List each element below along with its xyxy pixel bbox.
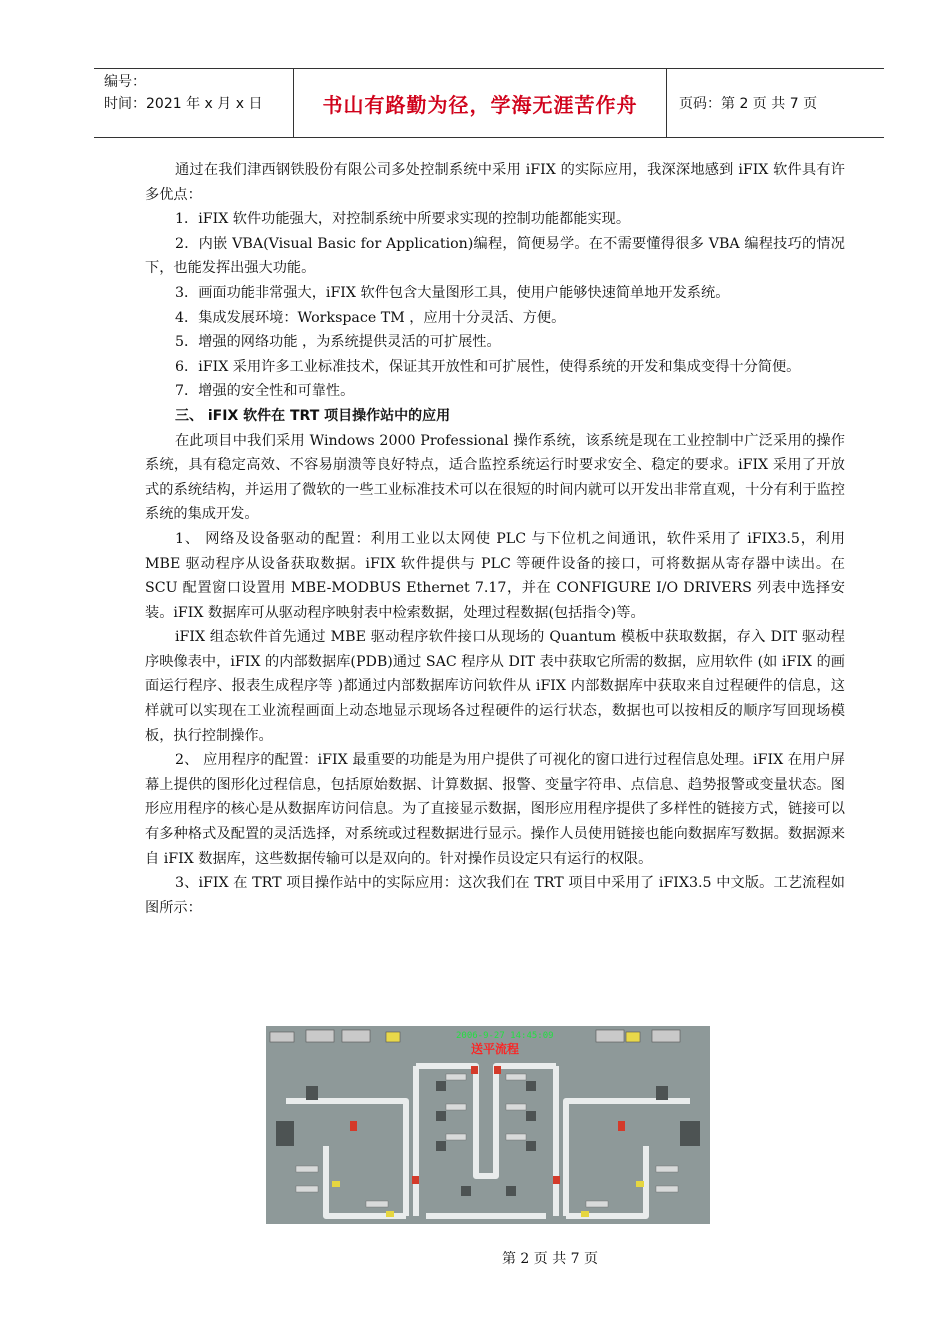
header-motto: 书山有路勤为径，学海无涯苦作舟 [294,69,667,137]
footer-page-number: 第 2 页 共 7 页 [501,1251,599,1267]
document-time: 时间：2021 年 x 月 x 日 [104,96,263,112]
list-item: 3．画面功能非常强大，iFIX 软件包含大量图形工具，使用户能够快速简单地开发系统。 [175,284,730,301]
list-item: 7．增强的安全性和可靠性。 [175,383,355,400]
paragraph: iFIX 组态软件首先通过 MBE 驱动程序软件接口从现场的 Quantum 模板中获取数据，存入 DIT 驱动程序映像表中，iFIX 的内部数据库(PDB)通过 SAC 程序从 DIT 表中获取它所需的数据，应用软件 (如 iFIX 的画面运行程序、报表生成程序等 )都通过内部数据库访问软件从 iFIX 内部数据库中获取来自过程硬件的信息，这样就可以实现在工业流程画面上动态地显示现场各过程硬件的运行状态，数据也可以按相反的顺序写回现场模板，执行控制操作。 [145,629,845,744]
header-page-number: 页码：第 2 页 共 7 页 [679,96,818,112]
header-meta [94,69,294,137]
list-item: 1．iFIX 软件功能强大，对控制系统中所要求实现的控制功能都能实现。 [175,211,631,228]
figure-title: 送平流程 [471,1042,520,1056]
paragraph: 2、 应用程序的配置：iFIX 最重要的功能是为用户提供了可视化的窗口进行过程信息处理。iFIX 在用户屏幕上提供的图形化过程信息，包括原始数据、计算数据、报警、变量字符串、点信息、趋势报警或变量状态。图形应用程序的核心是从数据库访问信息。为了直接显示数据，图形应用程序提供了多样性的链接方式，链接可以有多种格式及配置的灵活选择，对系统或过程数据进行显示。操作人员使用链接也能向数据库写数据。数据源来自 iFIX 数据库，这些数据传输可以是双向的。针对操作员设定只有运行的权限。 [145,752,845,867]
figure-timestamp: 2006-9-27 14:45:09 [456,1031,554,1041]
list-item: 6．iFIX 采用许多工业标准技术，保证其开放性和可扩展性，使得系统的开发和集成变得十分简便。 [175,358,801,375]
process-flow-diagram [266,1026,710,1224]
document-body [145,158,845,920]
document-header [94,68,884,138]
paragraph: 3、iFIX 在 TRT 项目操作站中的实际应用：这次我们在 TRT 项目中采用了 iFIX3.5 中文版。工艺流程如图所示： [145,875,845,916]
document-number-label: 编号： [104,74,146,90]
page-footer [0,1248,950,1268]
section-heading: 三、 iFIX 软件在 TRT 项目操作站中的应用 [175,407,451,424]
list-item: 5．增强的网络功能 ，为系统提供灵活的可扩展性。 [175,334,501,351]
paragraph: 通过在我们津西钢铁股份有限公司多处控制系统中采用 iFIX 的实际应用，我深深地感到 iFIX 软件具有许多优点： [145,162,845,203]
process-flow-figure [266,1026,710,1224]
list-item: 2．内嵌 VBA(Visual Basic for Application)编程，简便易学。在不需要懂得很多 VBA 编程技巧的情况下，也能发挥出强大功能。 [145,235,845,277]
paragraph: 在此项目中我们采用 Windows 2000 Professional 操作系统，该系统是现在工业控制中广泛采用的操作系统，具有稳定高效、不容易崩溃等良好特点，适合监控系统运行时要求安全、稳定的要求。iFIX 采用了开放式的系统结构，并运用了微软的一些工业标准技术可以在很短的时间内就可以开发出非常直观，十分有利于监控系统的集成开发。 [145,432,845,523]
paragraph: 1、 网络及设备驱动的配置：利用工业以太网使 PLC 与下位机之间通讯，软件采用了 iFIX3.5，利用 MBE 驱动程序从设备获取数据。iFIX 软件提供与 PLC 等硬件设备的接口，可将数据从寄存器中读出。在 SCU 配置窗口设置用 MBE-MODBUS Ethernet 7.17，并在 CONFIGURE I/O DRIVERS 列表中选择安装。iFIX 数据库可从驱动程序映射表中检索数据，处理过程数据(包括指令)等。 [145,530,845,621]
list-item: 4．集成发展环境：Workspace TM ，应用十分灵活、方便。 [175,309,566,326]
